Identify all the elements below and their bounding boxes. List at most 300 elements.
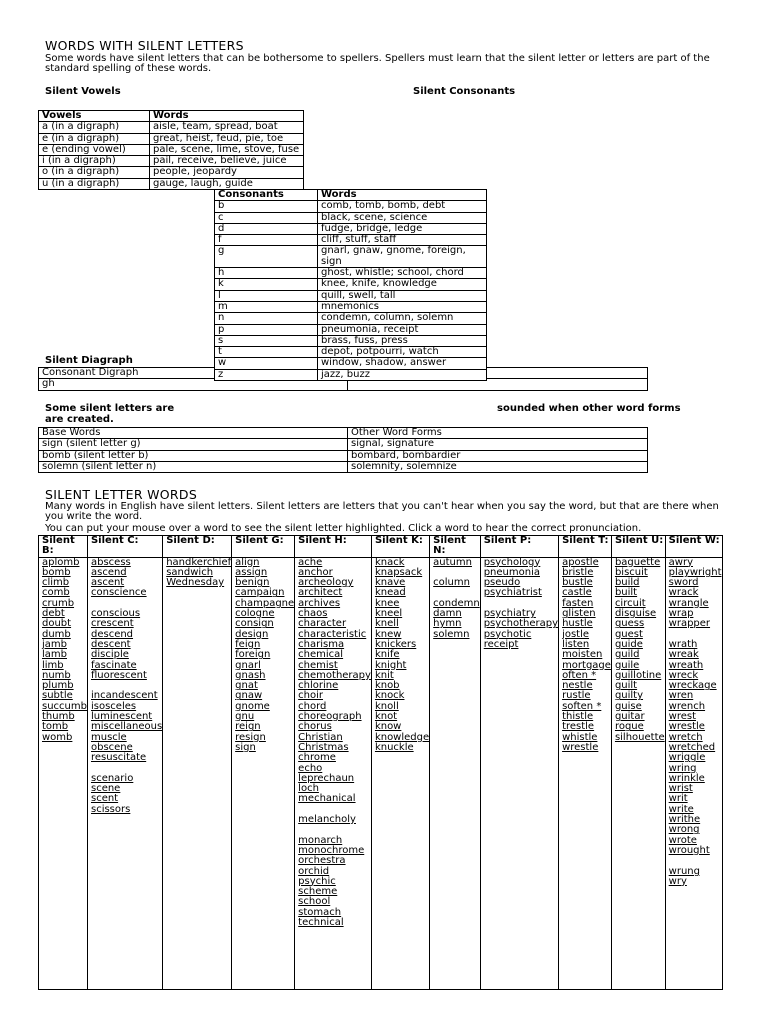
word-link[interactable]: whistle — [562, 731, 598, 743]
column-header: Silent C: — [87, 536, 162, 558]
table-cell: pneumonia, receipt — [318, 324, 487, 335]
word-link[interactable]: psychotic — [483, 628, 532, 640]
word-link[interactable]: abscess — [90, 556, 131, 568]
word-link[interactable]: guild — [614, 649, 640, 661]
word-link[interactable]: wrinkle — [668, 772, 705, 784]
word-link[interactable]: womb — [42, 731, 73, 743]
word-link[interactable]: damn — [433, 608, 462, 620]
table-cell: m — [215, 301, 318, 312]
table-cell: Consonant Digraph — [39, 368, 348, 379]
word-link[interactable]: wrestle — [562, 741, 599, 753]
word-link[interactable]: climb — [42, 577, 70, 589]
word-link[interactable]: character — [298, 618, 347, 630]
word-link[interactable]: knob — [374, 680, 400, 692]
intro-paragraph: Some words have silent letters that can be bothersome to spellers. Spellers must learn that the silent letter or letters are part of the standard spelling of these words. — [45, 53, 710, 75]
word-link[interactable]: knight — [374, 659, 407, 671]
word-link[interactable]: knee — [374, 597, 400, 609]
word-link[interactable]: knit — [374, 669, 394, 681]
word-link[interactable]: numb — [42, 669, 71, 681]
table-cell: k — [215, 279, 318, 290]
table-cell: a (in a digraph) — [39, 122, 150, 133]
word-link[interactable]: doubt — [42, 618, 72, 630]
word-link[interactable]: dumb — [42, 628, 71, 640]
page-title: WORDS WITH SILENT LETTERS — [45, 38, 244, 53]
word-link[interactable]: echo — [298, 762, 323, 774]
word-link[interactable]: guide — [614, 638, 643, 650]
word-link[interactable]: comb — [42, 587, 70, 599]
table-cell: bombard, bombardier — [348, 450, 648, 461]
table-cell: b — [215, 201, 318, 212]
word-link[interactable]: knot — [374, 711, 398, 723]
table-cell: f — [215, 235, 318, 246]
column-header: Silent H: — [295, 536, 372, 558]
word-link[interactable]: knock — [374, 690, 405, 702]
word-link[interactable]: soften * — [562, 700, 602, 712]
word-link[interactable]: guise — [614, 700, 642, 712]
column-header: Silent N: — [430, 536, 481, 558]
word-link[interactable]: Christmas — [298, 741, 349, 753]
word-link[interactable]: writ — [668, 793, 688, 805]
word-link[interactable]: cologne — [235, 608, 275, 620]
table-cell: o (in a digraph) — [39, 167, 150, 178]
word-column — [480, 557, 558, 989]
word-link[interactable]: leprechaun — [298, 772, 355, 784]
word-link[interactable]: wry — [668, 875, 687, 887]
silent-letter-words-table — [38, 535, 723, 990]
word-link[interactable]: gnome — [235, 700, 270, 712]
word-link[interactable]: wrung — [668, 865, 700, 877]
word-link[interactable]: guess — [614, 618, 645, 630]
word-column — [665, 557, 722, 989]
table-row — [39, 439, 648, 450]
word-link[interactable]: knead — [374, 587, 406, 599]
word-link[interactable]: chemical — [298, 649, 344, 661]
table-cell: p — [215, 324, 318, 335]
word-link[interactable]: wreak — [668, 649, 699, 661]
word-link[interactable]: trestle — [562, 721, 595, 733]
word-link[interactable]: disguise — [614, 608, 657, 620]
word-link[interactable]: biscuit — [614, 566, 648, 578]
word-link[interactable]: wriggle — [668, 752, 706, 764]
word-link[interactable]: gnarl — [235, 659, 261, 671]
word-link[interactable]: wrote — [668, 834, 697, 846]
word-link[interactable]: descent — [90, 638, 131, 650]
word-link[interactable]: archives — [298, 597, 341, 609]
word-link[interactable]: wrist — [668, 783, 693, 795]
word-link[interactable]: psychology — [483, 556, 541, 568]
table-cell: d — [215, 223, 318, 234]
word-link[interactable]: tomb — [42, 721, 69, 733]
table-row — [39, 133, 304, 144]
table-row — [215, 235, 487, 246]
word-link[interactable]: reign — [235, 721, 261, 733]
word-link[interactable]: wrangle — [668, 597, 709, 609]
word-link[interactable]: knoll — [374, 700, 399, 712]
word-link[interactable]: benign — [235, 577, 270, 589]
word-link[interactable]: playwright — [668, 566, 722, 578]
table-cell: window, shadow, answer — [318, 358, 487, 369]
word-link[interactable]: champagne — [235, 597, 295, 609]
word-link[interactable]: muscle — [90, 731, 127, 743]
word-link[interactable]: charisma — [298, 638, 345, 650]
table-cell: solemnity, solemnize — [348, 461, 648, 472]
table-row — [215, 324, 487, 335]
word-link[interactable]: wreck — [668, 669, 699, 681]
word-link[interactable]: knapsack — [374, 566, 423, 578]
word-link[interactable]: know — [374, 721, 402, 733]
word-link[interactable]: wretch — [668, 731, 703, 743]
word-link[interactable]: handkerchief — [166, 556, 232, 568]
word-link[interactable]: pseudo — [483, 577, 521, 589]
word-link[interactable]: rustle — [562, 690, 591, 702]
word-link[interactable]: built — [614, 587, 638, 599]
word-link[interactable]: conscious — [90, 608, 141, 620]
word-link[interactable]: wrath — [668, 638, 698, 650]
word-link[interactable]: scenario — [90, 772, 134, 784]
word-link[interactable]: school — [298, 896, 331, 908]
word-link[interactable]: ascent — [90, 577, 125, 589]
word-link[interactable]: plumb — [42, 680, 74, 692]
word-link[interactable]: lamb — [42, 649, 67, 661]
table-cell: depot, potpourri, watch — [318, 347, 487, 358]
table-row — [215, 301, 487, 312]
word-column — [163, 557, 232, 989]
silent-letter-words-heading: SILENT LETTER WORDS — [45, 487, 198, 502]
word-link[interactable]: glisten — [562, 608, 596, 620]
word-link[interactable]: characteristic — [298, 628, 367, 640]
word-link[interactable]: scent — [90, 793, 119, 805]
word-link[interactable]: orchestra — [298, 855, 346, 867]
table-cell: quill, swell, tall — [318, 290, 487, 301]
table-cell: comb, tomb, bomb, debt — [318, 201, 487, 212]
word-link[interactable]: succumb — [42, 700, 87, 712]
table-cell: gnarl, gnaw, gnome, foreign, sign — [318, 246, 487, 268]
table-cell: pale, scene, lime, stove, fuse — [150, 144, 304, 155]
word-link[interactable]: scheme — [298, 886, 338, 898]
word-link[interactable]: chord — [298, 700, 327, 712]
word-link[interactable]: bustle — [562, 577, 593, 589]
sounded-text-right: sounded when other word forms — [497, 403, 681, 414]
word-link[interactable]: foreign — [235, 649, 271, 661]
silent-consonants-table — [214, 189, 487, 381]
word-link[interactable]: jostle — [562, 628, 590, 640]
table-cell: mnemonics — [318, 301, 487, 312]
table-cell: t — [215, 347, 318, 358]
word-link[interactable]: wrapper — [668, 618, 711, 630]
word-link[interactable]: crumb — [42, 597, 75, 609]
table-cell: e (in a digraph) — [39, 133, 150, 144]
table-cell: n — [215, 313, 318, 324]
word-link[interactable]: wren — [668, 690, 694, 702]
word-link[interactable]: limb — [42, 659, 64, 671]
table-cell: jazz, buzz — [318, 369, 487, 380]
word-link[interactable]: column — [433, 577, 470, 589]
word-link[interactable]: knife — [374, 649, 400, 661]
word-link[interactable]: knew — [374, 628, 402, 640]
word-link[interactable]: thumb — [42, 711, 75, 723]
word-link[interactable]: technical — [298, 916, 344, 928]
word-link[interactable]: pneumonia — [483, 566, 540, 578]
word-link[interactable]: monarch — [298, 834, 343, 846]
word-link[interactable]: disciple — [90, 649, 129, 661]
table-cell: people, jeopardy — [150, 167, 304, 178]
column-header: Silent G: — [232, 536, 295, 558]
word-link[interactable]: silhouette — [614, 731, 665, 743]
table-cell: bomb (silent letter b) — [39, 450, 348, 461]
table-cell: condemn, column, solemn — [318, 313, 487, 324]
table-cell: e (ending vowel) — [39, 144, 150, 155]
word-link[interactable]: chorus — [298, 721, 332, 733]
word-column — [611, 557, 665, 989]
word-link[interactable]: wrack — [668, 587, 699, 599]
word-link[interactable]: gnu — [235, 711, 255, 723]
table-row — [215, 290, 487, 301]
word-link[interactable]: mechanical — [298, 793, 356, 805]
word-link[interactable]: melancholy — [298, 814, 356, 826]
table-row — [39, 428, 648, 439]
word-link[interactable]: wreath — [668, 659, 704, 671]
table-cell: g — [215, 246, 318, 268]
table-row — [215, 223, 487, 234]
word-link[interactable]: often * — [562, 669, 597, 681]
word-link[interactable]: bristle — [562, 566, 594, 578]
word-link[interactable]: hustle — [562, 618, 593, 630]
word-link[interactable]: sword — [668, 577, 699, 589]
silent-consonants-heading: Silent Consonants — [413, 86, 516, 97]
word-link[interactable]: wrought — [668, 844, 710, 856]
word-link[interactable]: guilt — [614, 680, 638, 692]
word-link[interactable]: solemn — [433, 628, 470, 640]
word-link[interactable]: assign — [235, 566, 268, 578]
word-link[interactable]: scissors — [90, 803, 131, 815]
word-link[interactable]: build — [614, 577, 640, 589]
word-link[interactable]: knickers — [374, 638, 417, 650]
word-link[interactable]: chemist — [298, 659, 338, 671]
table-cell: knee, knife, knowledge — [318, 279, 487, 290]
table-cell: gauge, laugh, guide — [150, 178, 304, 189]
column-header: Silent W: — [665, 536, 722, 558]
word-link[interactable]: sign — [235, 741, 256, 753]
word-link[interactable]: apostle — [562, 556, 599, 568]
word-link[interactable]: architect — [298, 587, 343, 599]
word-link[interactable]: sandwich — [166, 566, 214, 578]
word-link[interactable]: guilty — [614, 690, 644, 702]
word-link[interactable]: align — [235, 556, 260, 568]
word-link[interactable]: campaign — [235, 587, 285, 599]
table-cell: ghost, whistle; school, chord — [318, 268, 487, 279]
word-link[interactable]: wrestle — [668, 721, 705, 733]
word-link[interactable]: aplomb — [42, 556, 80, 568]
table-row — [215, 268, 487, 279]
word-link[interactable]: condemn — [433, 597, 480, 609]
word-link[interactable]: wreckage — [668, 680, 717, 692]
table-cell: fudge, bridge, ledge — [318, 223, 487, 234]
word-link[interactable]: autumn — [433, 556, 472, 568]
word-link[interactable]: hymn — [433, 618, 462, 630]
word-link[interactable]: gnaw — [235, 690, 263, 702]
word-link[interactable]: wring — [668, 762, 697, 774]
word-link[interactable]: writhe — [668, 814, 701, 826]
table-cell: black, scene, science — [318, 212, 487, 223]
word-link[interactable]: psychic — [298, 875, 336, 887]
table-header: Base Words — [39, 428, 348, 439]
sounded-text-line2: are created. — [45, 414, 114, 425]
column-header: Silent K: — [371, 536, 429, 558]
spacer — [669, 856, 722, 866]
word-link[interactable]: wrench — [668, 700, 706, 712]
table-cell: gh — [39, 379, 348, 390]
silent-vowels-table — [38, 110, 304, 190]
word-link[interactable]: guillotine — [614, 669, 662, 681]
word-link[interactable]: rogue — [614, 721, 644, 733]
word-link[interactable]: moisten — [562, 649, 603, 661]
table-cell: w — [215, 358, 318, 369]
table-cell: h — [215, 268, 318, 279]
word-link[interactable]: incandescent — [90, 690, 158, 702]
table-row — [39, 461, 648, 472]
word-link[interactable]: orchid — [298, 865, 330, 877]
column-header: Silent D: — [163, 536, 232, 558]
table-row — [215, 369, 487, 380]
table-cell: cliff, stuff, staff — [318, 235, 487, 246]
word-link[interactable]: stomach — [298, 906, 342, 918]
word-link[interactable]: gnash — [235, 669, 266, 681]
sounded-text-left: Some silent letters are — [45, 403, 175, 414]
word-link[interactable]: anchor — [298, 566, 333, 578]
table-row — [39, 450, 648, 461]
word-link[interactable]: subtle — [42, 690, 73, 702]
word-link[interactable]: thistle — [562, 711, 594, 723]
word-link[interactable]: archeology — [298, 577, 354, 589]
word-link[interactable]: Christian — [298, 731, 343, 743]
column-header: Silent T: — [559, 536, 612, 558]
word-link[interactable]: fascinate — [90, 659, 137, 671]
word-column — [371, 557, 429, 989]
word-link[interactable]: consign — [235, 618, 274, 630]
word-link[interactable]: chaos — [298, 608, 328, 620]
word-link[interactable]: obscene — [90, 741, 133, 753]
word-link[interactable]: psychiatry — [483, 608, 536, 620]
silent-digraph-heading: Silent Diagraph — [45, 355, 133, 366]
word-link[interactable]: conscience — [90, 587, 147, 599]
table-cell: i (in a digraph) — [39, 156, 150, 167]
word-link[interactable]: guitar — [614, 711, 645, 723]
table-row — [215, 246, 487, 268]
word-link[interactable]: knowledge — [374, 731, 430, 743]
word-link[interactable]: knuckle — [374, 741, 414, 753]
word-link[interactable]: wrap — [668, 608, 694, 620]
silent-vowels-heading: Silent Vowels — [45, 86, 121, 97]
table-cell: brass, fuss, press — [318, 335, 487, 346]
word-link[interactable]: knave — [374, 577, 406, 589]
word-link[interactable]: feign — [235, 638, 261, 650]
word-link[interactable]: Wednesday — [166, 577, 225, 589]
word-link[interactable]: resuscitate — [90, 752, 147, 764]
table-cell: signal, signature — [348, 439, 648, 450]
column-header: Silent B: — [39, 536, 88, 558]
word-link[interactable]: luminescent — [90, 711, 153, 723]
word-link[interactable]: ascend — [90, 566, 127, 578]
word-link[interactable]: chemotherapy — [298, 669, 371, 681]
word-link[interactable]: miscellaneous — [90, 721, 163, 733]
word-link[interactable]: isosceles — [90, 700, 137, 712]
word-link[interactable]: scene — [90, 783, 121, 795]
word-column — [430, 557, 481, 989]
word-link[interactable]: jamb — [42, 638, 67, 650]
silent-letter-words-intro: Many words in English have silent letters. Silent letters are letters that you can't hear when you say the word, but that are there when you write the word. — [45, 501, 719, 523]
word-link[interactable]: knack — [374, 556, 405, 568]
word-link[interactable]: mortgage — [562, 659, 611, 671]
word-column — [295, 557, 372, 989]
table-row — [215, 279, 487, 290]
word-link[interactable]: choir — [298, 690, 324, 702]
word-link[interactable]: descend — [90, 628, 134, 640]
word-link[interactable]: loch — [298, 783, 319, 795]
word-link[interactable]: fasten — [562, 597, 594, 609]
word-link[interactable]: knell — [374, 618, 399, 630]
word-link[interactable]: bomb — [42, 566, 71, 578]
word-link[interactable]: chrome — [298, 752, 336, 764]
table-cell: aisle, team, spread, boat — [150, 122, 304, 133]
word-link[interactable]: wrest — [668, 711, 697, 723]
table-header: Words — [150, 111, 304, 122]
word-link[interactable]: kneel — [374, 608, 403, 620]
word-link[interactable]: fluorescent — [90, 669, 147, 681]
column-header: Silent U: — [611, 536, 665, 558]
table-row — [215, 358, 487, 369]
word-link[interactable]: gnat — [235, 680, 258, 692]
table-row — [39, 167, 304, 178]
word-link[interactable]: choreograph — [298, 711, 362, 723]
word-link[interactable]: design — [235, 628, 269, 640]
table-row — [215, 313, 487, 324]
word-link[interactable]: ache — [298, 556, 323, 568]
table-header: Other Word Forms — [348, 428, 648, 439]
column-header: Silent P: — [480, 536, 558, 558]
table-cell: z — [215, 369, 318, 380]
table-cell: sign (silent letter g) — [39, 439, 348, 450]
table-cell: solemn (silent letter n) — [39, 461, 348, 472]
word-link[interactable]: guest — [614, 628, 643, 640]
word-link[interactable]: awry — [668, 556, 693, 568]
table-cell: u (in a digraph) — [39, 178, 150, 189]
word-link[interactable]: write — [668, 803, 694, 815]
word-link[interactable]: psychiatrist — [483, 587, 542, 599]
word-link[interactable]: baguette — [614, 556, 661, 568]
word-link[interactable]: psychotherapy — [483, 618, 559, 630]
word-link[interactable]: crescent — [90, 618, 134, 630]
word-link[interactable]: circuit — [614, 597, 646, 609]
table-cell: c — [215, 212, 318, 223]
word-link[interactable]: receipt — [483, 638, 519, 650]
word-link[interactable]: chlorine — [298, 680, 339, 692]
word-link[interactable]: wretched — [668, 741, 716, 753]
table-cell: great, heist, feud, pie, toe — [150, 133, 304, 144]
word-link[interactable]: resign — [235, 731, 266, 743]
word-link[interactable]: wrong — [668, 824, 700, 836]
word-link[interactable]: monochrome — [298, 844, 365, 856]
word-link[interactable]: nestle — [562, 680, 593, 692]
table-row — [215, 335, 487, 346]
table-row — [215, 201, 487, 212]
word-link[interactable]: debt — [42, 608, 65, 620]
table-cell: pail, receive, believe, juice — [150, 156, 304, 167]
word-link[interactable]: castle — [562, 587, 592, 599]
word-link[interactable]: listen — [562, 638, 590, 650]
table-row — [39, 178, 304, 189]
word-link[interactable]: guile — [614, 659, 640, 671]
table-header: Vowels — [39, 111, 150, 122]
